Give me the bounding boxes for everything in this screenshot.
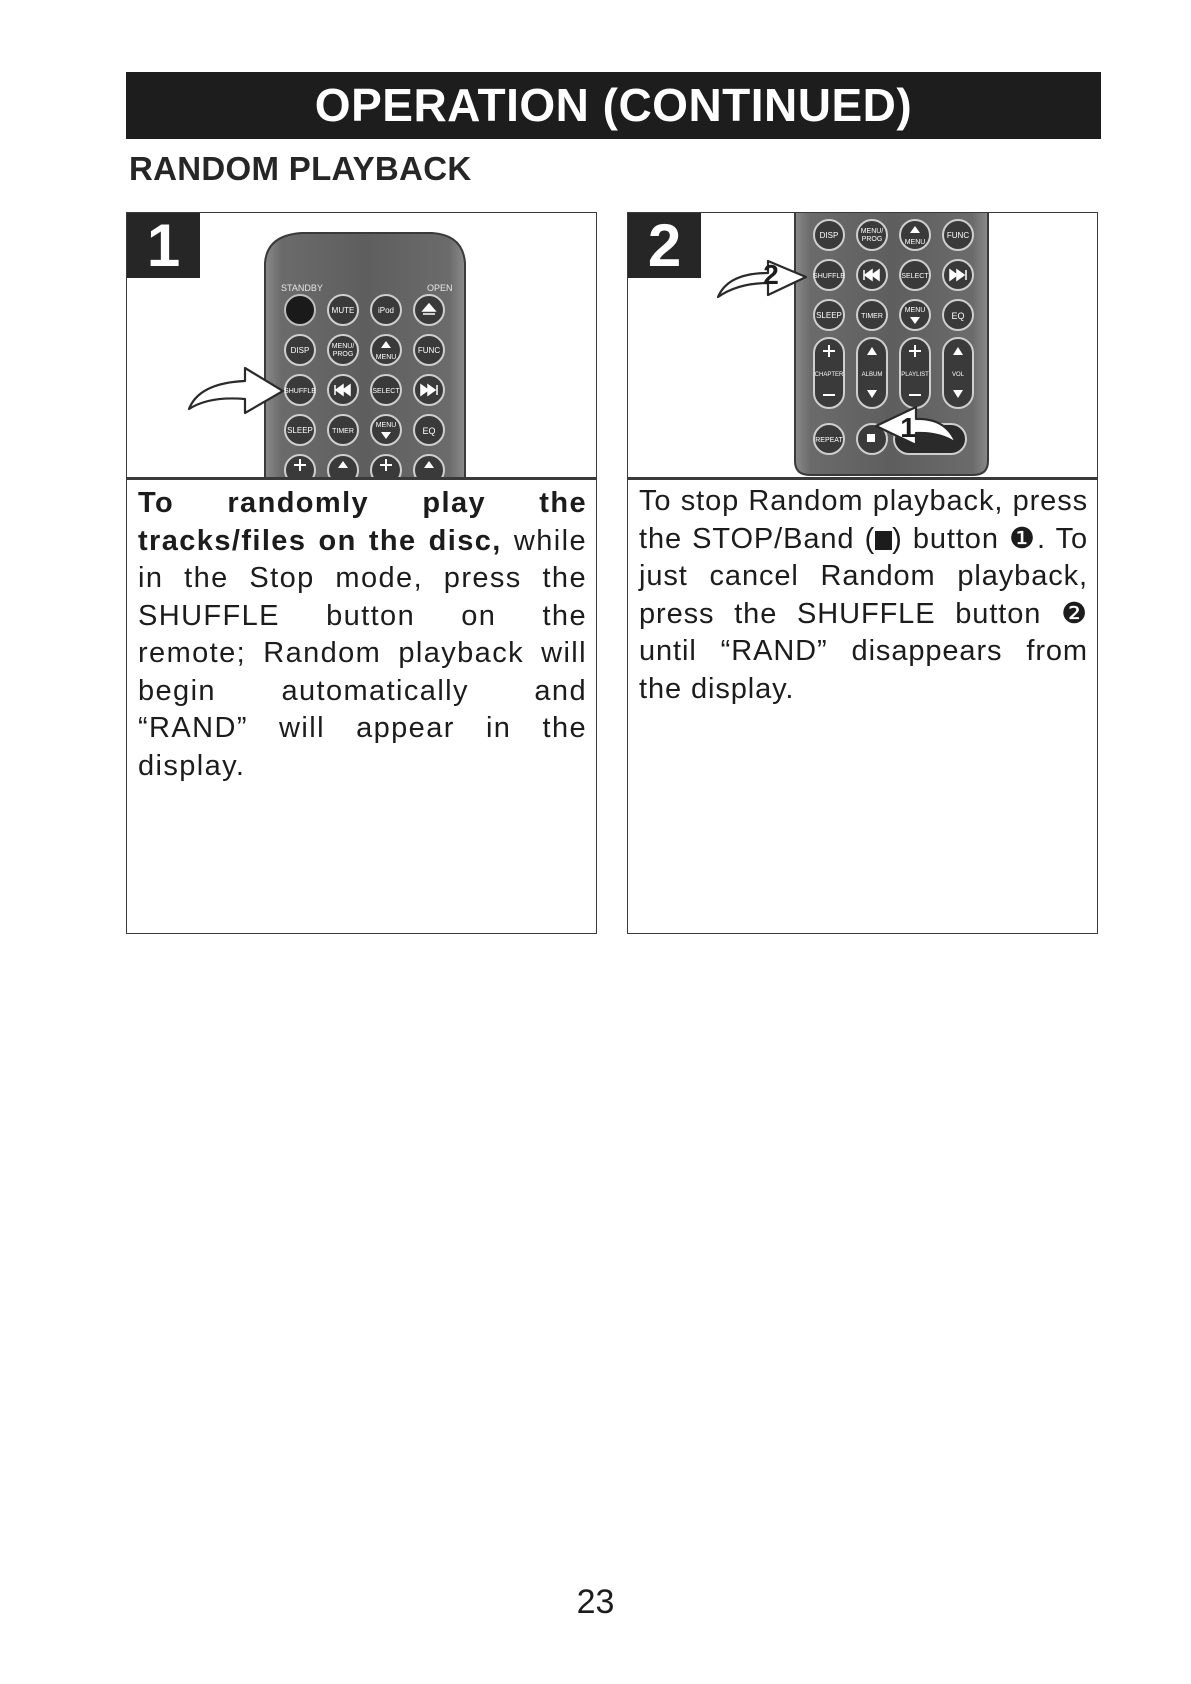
select-button [900, 260, 930, 290]
next-button [943, 260, 973, 290]
step-2-instructions [639, 483, 1088, 708]
eq-button [414, 415, 444, 445]
eq-label: EQ [422, 426, 436, 436]
mute-button [328, 295, 358, 325]
stop-icon [867, 434, 875, 442]
disp-label: DISP [290, 346, 310, 355]
func-label: FUNC [417, 346, 441, 355]
stop-square-icon [875, 531, 892, 550]
step-number-badge: 1 [127, 213, 200, 278]
panel-divider [628, 477, 1097, 480]
shuffle-label: SHUFFLE [284, 388, 316, 395]
func-label: FUNC [946, 231, 970, 240]
shuffle-label: SHUFFLE [813, 273, 845, 280]
section-banner [126, 72, 1101, 139]
standby-button [285, 295, 315, 325]
chapter-label: CHAPTER [814, 372, 844, 378]
menu-prog-label-1: MENU/ [331, 343, 355, 350]
volume-rocker [943, 338, 973, 408]
ipod-label: iPod [377, 306, 395, 315]
select-label: SELECT [372, 388, 400, 395]
sleep-label: SLEEP [287, 426, 313, 435]
timer-button [857, 300, 887, 330]
repeat-button [814, 424, 844, 454]
eq-button [943, 300, 973, 330]
timer-label: TIMER [861, 313, 883, 320]
timer-label: TIMER [332, 428, 354, 435]
disp-button [285, 335, 315, 365]
shuffle-button [813, 260, 845, 290]
func-button [943, 220, 973, 250]
pointer-arrow-icon [718, 261, 806, 297]
panel-divider [127, 477, 596, 480]
next-button [414, 375, 444, 405]
playlist-rocker [900, 338, 930, 408]
step-2-text-part-2: ) button ❶. To just cancel Random playback, press the SHUFFLE button ❷ until “RAND” disappears from the display. [639, 522, 1089, 705]
step-1-panel [126, 212, 597, 934]
sleep-button [814, 300, 844, 330]
step-2-panel [627, 212, 1098, 934]
open-button [414, 295, 444, 325]
callout-number-2: 2 [763, 259, 779, 290]
menu-up-button [900, 220, 930, 250]
select-button [371, 375, 401, 405]
repeat-label: REPEAT [815, 437, 843, 444]
album-label: ALBUM [861, 372, 883, 378]
timer-button [328, 415, 358, 445]
shuffle-button [284, 375, 316, 405]
menu-prog-label-1: MENU/ [860, 228, 884, 235]
menu-label: MENU [375, 354, 397, 361]
sleep-label: SLEEP [816, 311, 842, 320]
vol-label: VOL [951, 372, 965, 378]
playlist-label: PLAYLIST [901, 372, 929, 378]
page-number: 23 [576, 1583, 615, 1621]
open-label: OPEN [427, 283, 453, 293]
step-1-body-text: while in the Stop mode, press the SHUFFLE button on the remote; Random playback will begin automatically and “RAND” will appear in the display. [138, 524, 588, 782]
menu-down-label: MENU [904, 307, 926, 314]
menu-up-button [371, 335, 401, 365]
sleep-button [285, 415, 315, 445]
menu-prog-label-2: PROG [861, 236, 883, 243]
select-label: SELECT [901, 273, 929, 280]
ipod-button [371, 295, 401, 325]
disp-button [814, 220, 844, 250]
menu-prog-button [857, 220, 887, 250]
section-title: RANDOM PLAYBACK [129, 150, 472, 187]
menu-down-button [371, 415, 401, 445]
chapter-rocker [814, 338, 844, 408]
callout-number-1: 1 [900, 412, 916, 443]
step-1-bold-lead: To randomly play the tracks/files on the disc, [138, 487, 587, 557]
disp-label: DISP [819, 231, 839, 240]
previous-button [857, 260, 887, 290]
menu-prog-label-2: PROG [332, 351, 354, 358]
step-number-badge: 2 [628, 213, 701, 278]
page-heading: OPERATION (CONTINUED) [314, 79, 913, 131]
menu-down-button [900, 300, 930, 330]
previous-button [328, 375, 358, 405]
mute-label: MUTE [331, 306, 355, 315]
menu-label: MENU [904, 239, 926, 246]
func-button [414, 335, 444, 365]
eq-label: EQ [951, 311, 965, 321]
menu-down-label: MENU [375, 422, 397, 429]
standby-label: STANDBY [281, 283, 323, 293]
step-1-instructions [138, 485, 587, 785]
menu-prog-button [328, 335, 358, 365]
album-rocker [857, 338, 887, 408]
step-2-text-part-1: To stop Random playback, press the STOP/Band ( [639, 485, 1088, 555]
